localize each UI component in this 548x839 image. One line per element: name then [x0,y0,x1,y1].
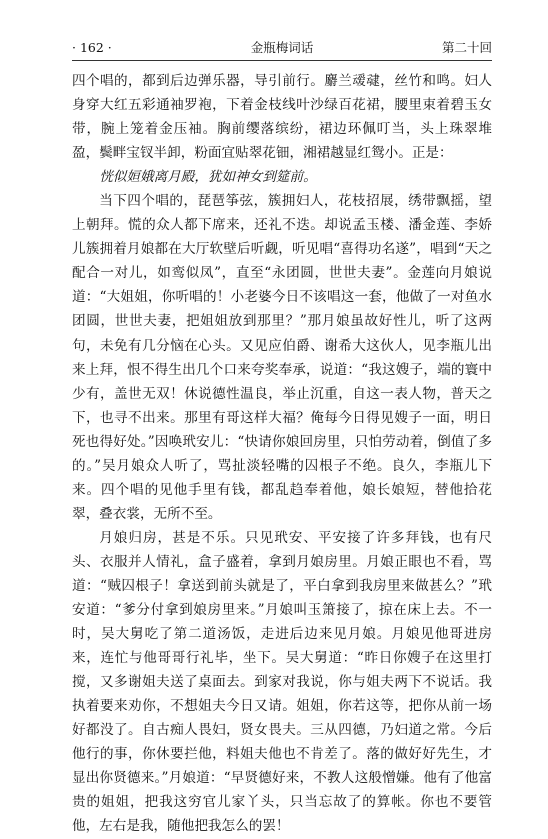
header-rule [72,60,492,61]
paragraph: 月娘归房，甚是不乐。只见玳安、平安接了许多拜钱，也有尺头、衣服并人情礼，盒子盛着，拿到月娘房里。月娘正眼也不看，骂道：“贼囚根子！拿送到前头就是了，平白拿到我房里来做甚么？”玳安道：“爹分付拿到娘房里来。”月娘叫玉箫接了，掠在床上去。不一时，吴大舅吃了第二道汤饭，走进后边来见月娘。月娘见他哥进房来，连忙与他哥哥行礼毕，坐下。吴大舅道：“昨日你嫂子在这里打搅，又多谢姐夫送了桌面去。到家对我说，你与姐夫两下不说话。我执着要来劝你，不想姐夫今日又请。姐姐，你若这等，把你从前一场好都没了。自古痴人畏妇，贤女畏夫。三从四德，乃妇道之常。今后他行的事，你休要拦他，料姐夫他也不肯差了。落的做好好先生，才显出你贤德来。”月娘道：“早贤德好来，不教人这般憎嫌。他有了他富贵的姐姐，把我这穷官儿家丫头，只当忘故了的算帐。你也不要管他，左右是我，随他把我怎么的罢！ [72,529,492,835]
paragraph: 四个唱的，都到后边弹乐器，导引前行。麝兰叆叇，丝竹和鸣。妇人身穿大红五彩通袖罗袍，下着金枝线叶沙绿百花裙，腰里束着碧玉女带，腕上笼着金压袖。胸前缨落缤纷，裙边环佩叮当，头上珠翠堆盈，鬓畔宝钗半卸，粉面宜贴翠花钿，湘裙越显红鸳小。正是： [72,73,492,162]
page-number: · 162 · [72,40,112,55]
book-title: 金瓶梅词话 [250,40,314,55]
paragraph: 当下四个唱的，琵琶筝弦，簇拥妇人，花枝招展，绣带飘摇，望上朝拜。慌的众人都下席来，还礼不迭。却说孟玉楼、潘金莲、李娇儿簇拥着月娘都在大厅软壁后听觑，听见唱“喜得功名遂”，唱到“天之配合一对儿，如鸾似凤”，直至“永团圆，世世夫妻”。金莲向月娘说道：“大姐姐，你听唱的！小老婆今日不该唱这一套，他做了一对鱼水团圆，世世夫妻，把姐姐放到那里？”那月娘虽故好性儿，听了这两句，未免有几分恼在心头。又见应伯爵、谢希大这伙人，见李瓶儿出来上拜，恨不得生出几个口来夸奖奉承，说道：“我这嫂子，端的寰中少有，盖世无双！休说德性温良，举止沉重，自这一表人物，普天之下，也寻不出来。那里有哥这样大福？俺每今日得见嫂子一面，明日死也得好处。”因唤玳安儿：“快请你娘回房里，只怕劳动着，倒值了多的。”吴月娘众人听了，骂扯淡轻嘴的囚根子不绝。良久，李瓶儿下来。四个唱的见他手里有钱，都乱趋奉着他，娘长娘短，替他拾花翠，叠衣裳，无所不至。 [72,193,492,522]
verse-line: 恍似姮娥离月殿，犹如神女到筵前。 [99,169,317,186]
running-header [72,38,492,58]
chapter-label: 第二十回 [441,40,492,55]
body-text [72,69,492,839]
